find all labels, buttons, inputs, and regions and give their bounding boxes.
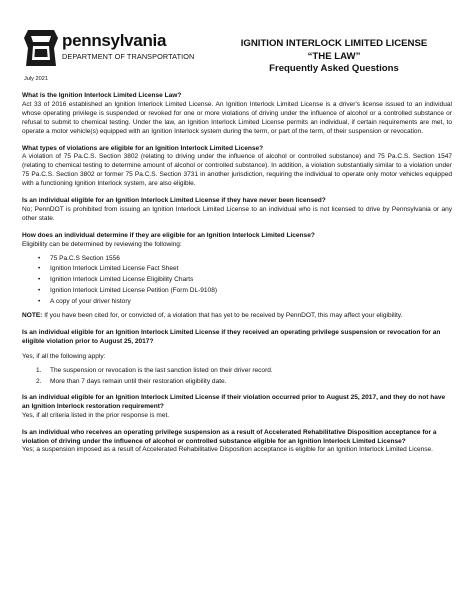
- faq-question-1: What is the Ignition Interlock Limited License Law?: [22, 92, 182, 99]
- faq-answer-7: Yes; a suspension imposed as a result of Accelerated Rehabilitative Disposition acceptance is eligible for an Ignition Interlock Limited License.: [22, 446, 433, 454]
- faq-question-5: Is an individual eligible for an Ignition Interlock Limited License if they received an operating privilege suspension or revocation for an eligible violation prior to August 25, 2017?: [22, 328, 441, 345]
- department-name: DEPARTMENT OF TRANSPORTATION: [62, 52, 195, 61]
- faq-question-7: Is an individual who receives an operating privilege suspension as a result of Accelerated Rehabilitative Disposition acceptance for a violation of driving under the influence of alcohol or controlled substance eligible for an Ignition Interlock Limited License?: [22, 428, 437, 445]
- document-title: [212, 38, 456, 76]
- list-item: • Ignition Interlock Limited License Eligibility Charts: [50, 276, 452, 285]
- note-text: If you have been cited for, or convicted of, a violation that has yet to be received by PennDOT, this may affect your eligibility.: [42, 311, 403, 319]
- list-item-text: The suspension or revocation is the last sanction listed on their driver record.: [50, 367, 273, 375]
- list-item: • A copy of your driver history: [50, 298, 452, 307]
- faq-answer-2: A violation of 75 Pa.C.S. Section 3802 (relating to driving under the influence of alcohol or controlled substance) and 75 Pa.C.S. Section 1547 (relating to chemical testing to determine amount of alcohol or controlled substance). In addition, a violation substantially similar to a violation under 75 Pa.C.S. Section 3802 or former 75 Pa.C.S. Section 3731 in another jurisdiction, requiring the individual to operate only motor vehicles equipped with a functioning Ignition Interlock system, are also eligible.: [22, 153, 452, 188]
- faq-question-2: What types of violations are eligible for an Ignition Interlock Limited License?: [22, 144, 264, 152]
- eligibility-conditions-list: [22, 367, 452, 387]
- faq-question-3: Is an individual eligible for an Ignition Interlock Limited License if they have never been licensed?: [22, 197, 326, 205]
- keystone-icon: [24, 28, 58, 68]
- faq-question-4: How does an individual determine if they are eligible for an Ignition Interlock Limited License?: [22, 231, 315, 239]
- list-item: [36, 378, 452, 387]
- list-number: 2.: [36, 378, 42, 386]
- title-line-2: “THE LAW”: [307, 50, 361, 62]
- list-number: 1.: [36, 367, 42, 375]
- list-item: [36, 367, 452, 376]
- faq-answer-4-intro: Eligibility can be determined by reviewing the following:: [22, 240, 182, 248]
- list-item-text: More than 7 days remain until their restoration eligibility date.: [50, 378, 227, 386]
- publication-date: July 2021: [24, 76, 48, 82]
- faq-answer-5-intro: Yes, if all the following apply:: [22, 353, 106, 361]
- list-item: • 75 Pa.C.S Section 1556: [50, 255, 452, 264]
- faq-answer-6: Yes, if all criteria listed in the prior response is met.: [22, 411, 170, 419]
- penndot-logo: [24, 28, 194, 72]
- faq-body: [22, 92, 452, 455]
- list-item: • Ignition Interlock Limited License Fact Sheet: [50, 265, 452, 274]
- faq-answer-1: Act 33 of 2016 established an Ignition Interlock Limited License. An Ignition Interlock Limited License is a driver's license issued to an individual whose operating privilege is suspended or revoked for one or more violations of driving under the influence of alcohol or a controlled substance or refusal to submit to chemical testing. Under the law, an Ignition Interlock Limited License permits an individual, if certain requirements are met, to operate a motor vehicle(s) equipped with an Ignition Interlock system during the term, or part of the term, of their suspension or revocation.: [22, 100, 452, 135]
- eligibility-resources-list: [22, 255, 452, 307]
- title-line-3: Frequently Asked Questions: [269, 63, 399, 75]
- faq-question-6: Is an individual eligible for an Ignition Interlock Limited License if their violation occurred prior to August 25, 2017, and they do not have an Ignition Interlock restoration requirement?: [22, 393, 446, 410]
- brand-name: pennsylvania: [62, 31, 167, 50]
- faq-answer-3: No; PennDOT is prohibited from issuing an Ignition Interlock Limited License to an individual who is not licensed to drive by Pennsylvania or any other state.: [22, 205, 452, 222]
- eligibility-note: [22, 312, 452, 321]
- list-item: • Ignition Interlock Limited License Petition (Form DL-9108): [50, 287, 452, 296]
- note-label: NOTE:: [22, 311, 43, 319]
- title-line-1: IGNITION INTERLOCK LIMITED LICENSE: [240, 38, 428, 49]
